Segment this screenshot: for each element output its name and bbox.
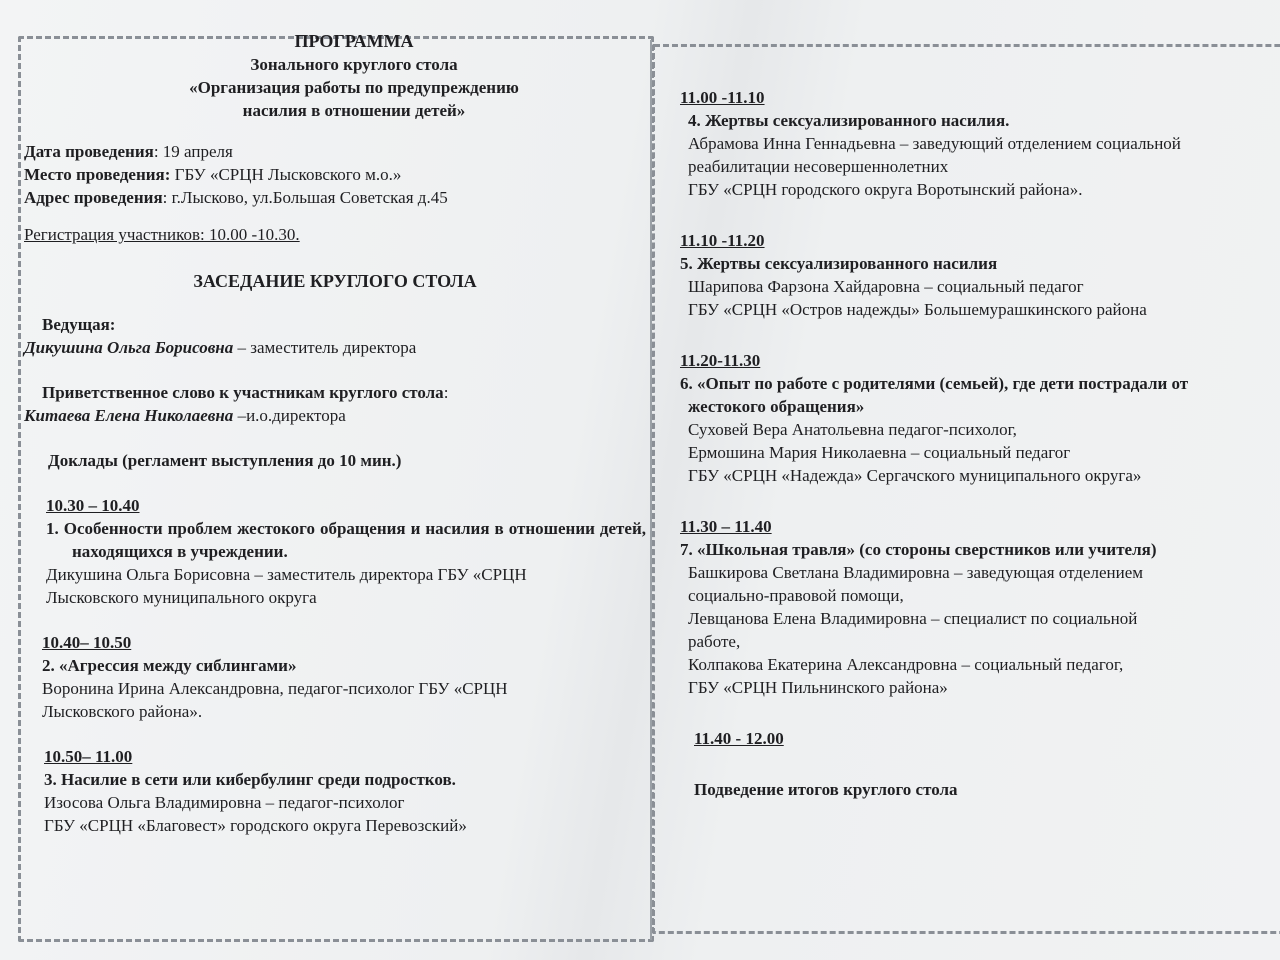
report-time: 11.10 -11.20 [680, 231, 765, 250]
report-title: 3. Насилие в сети или кибербулинг среди подростков. [44, 770, 456, 789]
report-title-cont: жестокого обращения» [688, 397, 865, 416]
closing-title: Подведение итогов круглого стола [694, 780, 958, 799]
event-address: Адрес проведения: г.Лысково, ул.Большая Советская д.45 [24, 188, 448, 207]
program-header [54, 30, 654, 122]
report-speaker: Изосова Ольга Владимировна – педагог-психолог [44, 793, 405, 812]
program-subtitle-1: Зонального круглого стола [250, 55, 458, 74]
report-title: 7. «Школьная травля» (со стороны сверстников или учителя) [680, 540, 1157, 559]
report-speaker: Абрамова Инна Геннадьевна – заведующий отделением социальной [688, 134, 1181, 153]
report-speaker: Суховей Вера Анатольевна педагог-психолог, [688, 420, 1017, 439]
report-speaker: реабилитации несовершеннолетних [688, 157, 949, 176]
report-item [680, 229, 1280, 321]
report-item [680, 349, 1280, 487]
report-speaker: Колпакова Екатерина Александровна – социальный педагог, [688, 655, 1124, 674]
report-speaker-org: ГБУ «СРЦН «Благовест» городского округа Перевозский» [44, 816, 467, 835]
report-time: 11.20-11.30 [680, 351, 761, 370]
closing-item [680, 727, 1280, 801]
report-speaker-org: Лысковского муниципального округа [46, 588, 317, 607]
host-line: Дикушина Ольга Борисовна – заместитель директора [24, 338, 417, 357]
page-fold [650, 40, 652, 940]
program-subtitle-3: насилия в отношении детей» [242, 101, 466, 120]
report-speaker: Ермошина Мария Николаевна – социальный педагог [688, 443, 1071, 462]
report-title: 4. Жертвы сексуализированного насилия. [688, 111, 1010, 130]
report-speaker-org: ГБУ «СРЦН «Остров надежды» Большемурашкинского района [688, 300, 1147, 319]
program-subtitle-2: «Организация работы по предупреждению [189, 78, 519, 97]
report-title: 6. «Опыт по работе с родителями (семьей), где дети пострадали от [680, 374, 1189, 393]
reports-label: Доклады (регламент выступления до 10 мин.) [48, 451, 402, 470]
report-speaker-org: ГБУ «СРЦН «Надежда» Сергачского муниципального округа» [688, 466, 1142, 485]
report-speaker-org: Лысковского района». [42, 702, 203, 721]
report-time: 10.30 – 10.40 [46, 496, 140, 515]
report-item [24, 745, 646, 837]
greeting-line: Китаева Елена Николаевна –и.о.директора [24, 406, 346, 425]
right-column [680, 86, 1280, 801]
section-title: ЗАСЕДАНИЕ КРУГЛОГО СТОЛА [193, 271, 477, 291]
report-time: 11.00 -11.10 [680, 88, 765, 107]
report-time: 10.50– 11.00 [44, 747, 133, 766]
report-speaker: Воронина Ирина Александровна, педагог-психолог ГБУ «СРЦН [42, 679, 508, 698]
report-title: 1. Особенности проблем жестокого обращения и насилия в отношении детей, находящихся в учреждении. [46, 519, 646, 561]
report-speaker-org: ГБУ «СРЦН Пильнинского района» [688, 678, 948, 697]
closing-time: 11.40 - 12.00 [694, 729, 784, 748]
report-speaker-org: ГБУ «СРЦН городского округа Воротынский района». [688, 180, 1083, 199]
report-speaker: Шарипова Фарзона Хайдаровна – социальный педагог [688, 277, 1084, 296]
program-title: ПРОГРАММА [294, 31, 414, 51]
report-time: 11.30 – 11.40 [680, 517, 772, 536]
report-item [680, 86, 1280, 201]
report-title: 5. Жертвы сексуализированного насилия [680, 254, 998, 273]
report-speaker: Левщанова Елена Владимировна – специалист по социальной [688, 609, 1138, 628]
report-time: 10.40– 10.50 [42, 633, 132, 652]
report-speaker: Башкирова Светлана Владимировна – заведующая отделением [688, 563, 1143, 582]
greeting-label: Приветственное слово к участникам круглого стола: [42, 383, 449, 402]
event-place: Место проведения: ГБУ «СРЦН Лысковского м.о.» [24, 165, 402, 184]
report-speaker: Дикушина Ольга Борисовна – заместитель директора ГБУ «СРЦН [46, 565, 527, 584]
report-item [680, 515, 1280, 699]
host-label: Ведущая: [42, 315, 116, 334]
report-title: 2. «Агрессия между сиблингами» [42, 656, 297, 675]
event-date: Дата проведения: 19 апреля [24, 142, 233, 161]
report-item [24, 631, 646, 723]
left-column [24, 30, 646, 837]
event-meta [24, 140, 646, 209]
registration-line: Регистрация участников: 10.00 -10.30. [24, 225, 300, 244]
report-speaker: работе, [688, 632, 741, 651]
report-speaker: социально-правовой помощи, [688, 586, 904, 605]
report-item [24, 494, 646, 609]
